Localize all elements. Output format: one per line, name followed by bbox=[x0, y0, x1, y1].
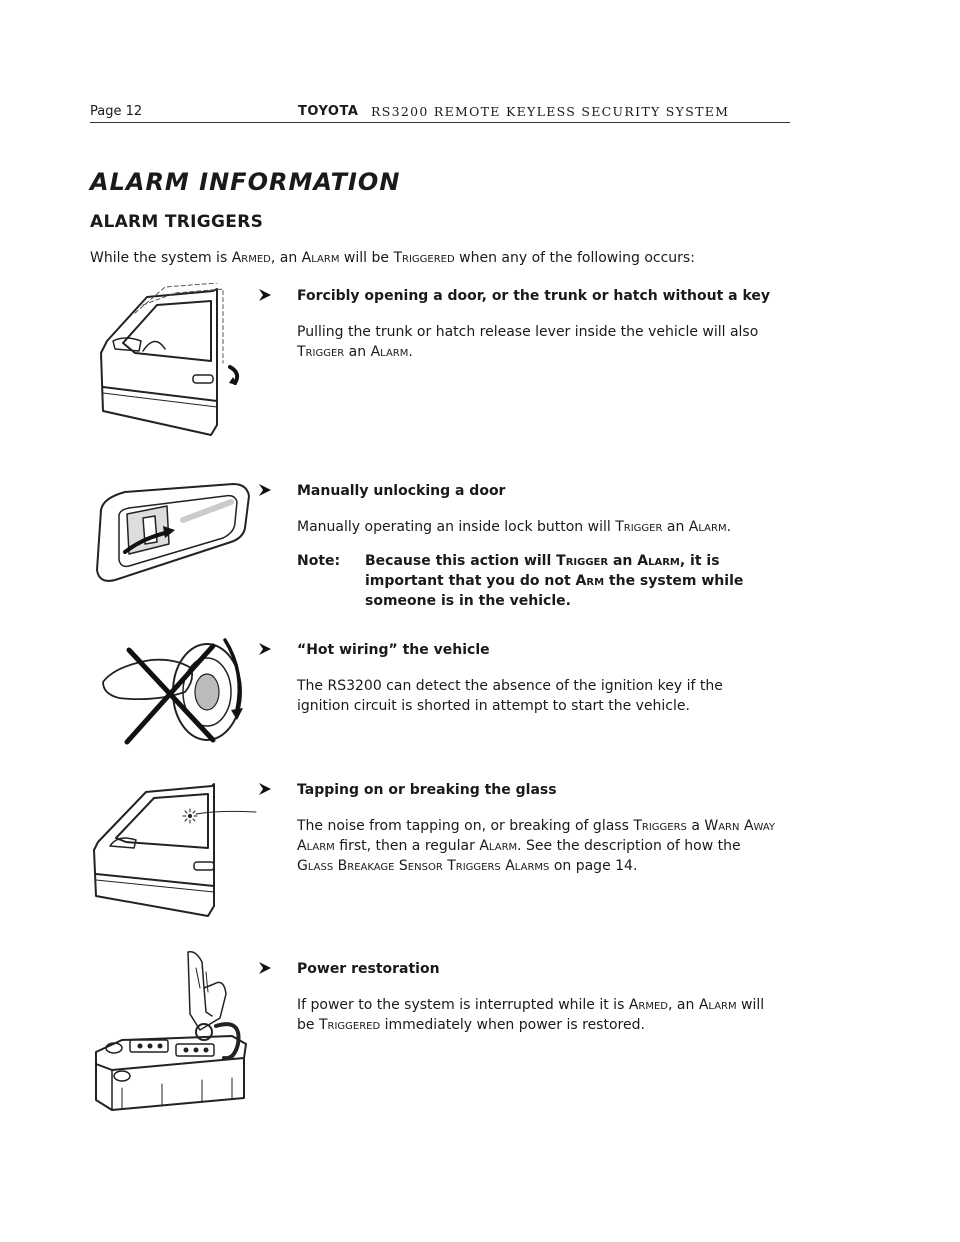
battery-terminal-illustration bbox=[92, 948, 252, 1113]
ignition-hot-wire-illustration bbox=[95, 632, 255, 747]
pointer-arrow-icon bbox=[258, 483, 272, 497]
item-body: Manually operating an inside lock button will Trigger an Alarm. bbox=[297, 519, 732, 535]
pointer-arrow-icon bbox=[258, 782, 272, 796]
item-body: The RS3200 can detect the absence of the ignition key if the ignition circuit is shorted in attempt to start the vehicle. bbox=[297, 678, 723, 714]
pointer-arrow-icon bbox=[258, 642, 272, 656]
item-heading: Forcibly opening a door, or the trunk or hatch without a key bbox=[297, 288, 771, 304]
pointer-arrow-icon bbox=[258, 288, 272, 302]
item-body: The noise from tapping on, or breaking of glass Triggers a Warn Away Alarm first, then a regular Alarm. See the description of how the Glass Breakage Sensor Triggers Alarms on page 14. bbox=[297, 818, 776, 874]
door-handle-illustration bbox=[95, 480, 255, 585]
item-heading: “Hot wiring” the vehicle bbox=[297, 642, 490, 658]
page-header bbox=[90, 104, 790, 123]
intro-paragraph: While the system is Armed, an Alarm will be Triggered when any of the following occurs: bbox=[90, 250, 695, 266]
brand-name: TOYOTA bbox=[298, 104, 359, 119]
car-door-glass-illustration bbox=[90, 782, 260, 920]
item-body: Pulling the trunk or hatch release lever inside the vehicle will also Trigger an Alarm. bbox=[297, 324, 759, 360]
car-door-illustration bbox=[95, 283, 255, 438]
item-body: If power to the system is interrupted while it is Armed, an Alarm will be Triggered immediately when power is restored. bbox=[297, 997, 765, 1033]
page-number: Page 12 bbox=[90, 104, 143, 119]
note-label: Note: bbox=[297, 553, 341, 569]
item-heading: Tapping on or breaking the glass bbox=[297, 782, 557, 798]
section-title: ALARM INFORMATION bbox=[90, 168, 401, 196]
pointer-arrow-icon bbox=[258, 961, 272, 975]
item-heading: Power restoration bbox=[297, 961, 440, 977]
header-title: RS3200 REMOTE KEYLESS SECURITY SYSTEM bbox=[371, 104, 730, 119]
subsection-title: ALARM TRIGGERS bbox=[90, 212, 264, 232]
note-text: Because this action will Trigger an Alarm, it is important that you do not Arm the system while someone is in the vehicle. bbox=[365, 553, 744, 609]
item-heading: Manually unlocking a door bbox=[297, 483, 506, 499]
